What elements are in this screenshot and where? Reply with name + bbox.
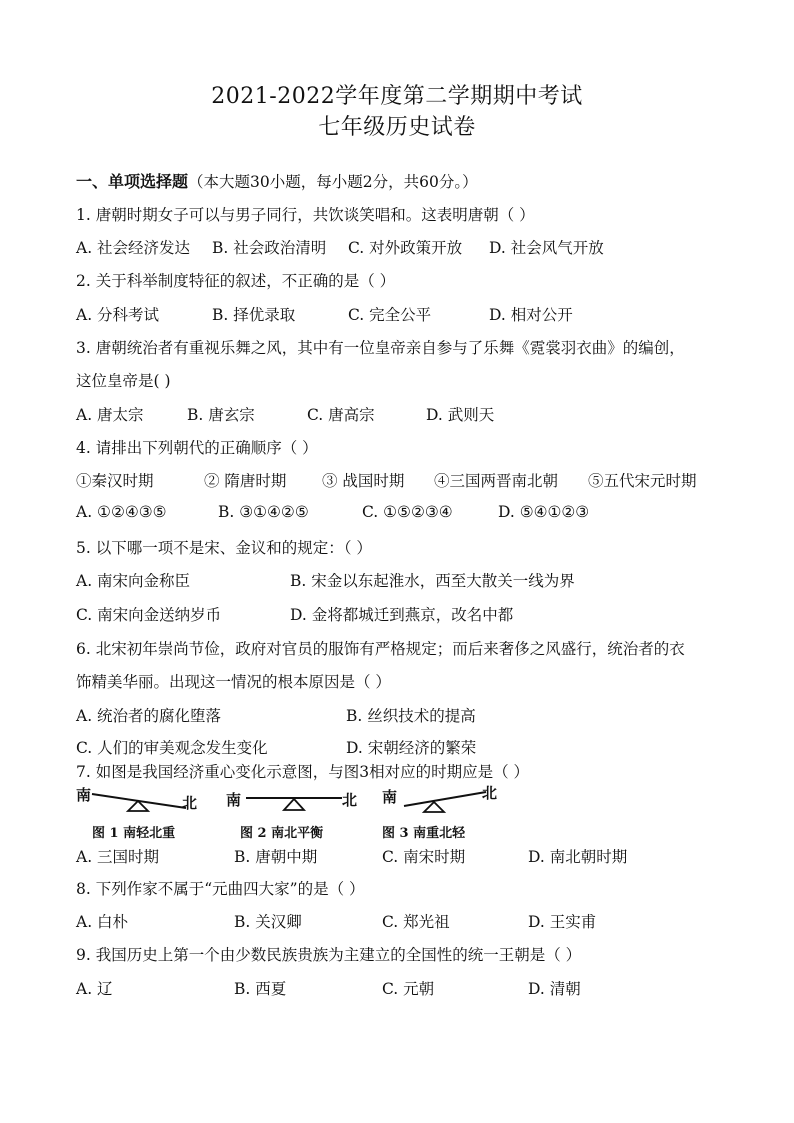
exam-title: 2021-2022学年度第二学期期中考试 <box>211 84 583 109</box>
fig3-north-label: 北 <box>482 784 498 802</box>
fig3-south-label: 南 <box>382 788 398 806</box>
fig1-south-label: 南 <box>76 786 92 804</box>
question-6-options-row2 <box>76 736 716 758</box>
question-9-stem: 9. 我国历史上第一个由少数民族贵族为主建立的全国性的统一王朝是（ ） <box>76 946 582 964</box>
option-d: D. 金将都城迁到燕京，改名中都 <box>290 606 514 624</box>
section-note: （本大题30小题，每小题2分，共60分。） <box>188 173 478 191</box>
question-1-stem: 1. 唐朝时期女子可以与男子同行，共饮谈笑唱和。这表明唐朝（ ） <box>76 206 535 224</box>
figure-3-balance <box>382 782 512 822</box>
figure-2-balance <box>224 782 364 822</box>
economic-center-diagram <box>76 782 516 842</box>
option-a: A. ①②④③⑤ <box>76 503 167 521</box>
option-d: D. 相对公开 <box>489 306 573 324</box>
question-3-options <box>76 403 716 425</box>
option-b: B. 关汉卿 <box>234 913 302 931</box>
option-c: C. 完全公平 <box>348 306 432 324</box>
option-b: B. 宋金以东起淮水，西至大散关一线为界 <box>290 572 575 590</box>
option-c: C. 南宋时期 <box>382 848 466 866</box>
option-a: A. 社会经济发达 <box>76 239 191 257</box>
question-8-stem: 8. 下列作家不属于“元曲四大家”的是（ ） <box>76 880 365 898</box>
fig2-south-label: 南 <box>226 791 242 809</box>
option-a: A. 白朴 <box>76 913 129 931</box>
option-a: A. 分科考试 <box>76 306 160 324</box>
question-2-stem: 2. 关于科举制度特征的叙述，不正确的是（ ） <box>76 272 396 290</box>
question-4-stem: 4. 请排出下列朝代的正确顺序（ ） <box>76 439 318 457</box>
question-5-options-row1 <box>76 569 716 591</box>
figure-1-caption: 图 1 南轻北重 <box>92 826 176 841</box>
option-a: A. 南宋向金称臣 <box>76 572 191 590</box>
option-c: C. 人们的审美观念发生变化 <box>76 739 268 757</box>
section-header <box>76 169 478 192</box>
option-a: A. 唐太宗 <box>76 406 144 424</box>
question-5-options-row2 <box>76 603 716 625</box>
exam-subtitle: 七年级历史试卷 <box>318 115 476 140</box>
option-b: B. 唐玄宗 <box>187 406 255 424</box>
section-heading: 一、单项选择题 <box>76 172 189 191</box>
fig2-north-label: 北 <box>342 791 358 809</box>
option-b: B. 社会政治清明 <box>212 239 327 257</box>
option-c: C. 郑光祖 <box>382 913 450 931</box>
option-a: A. 辽 <box>76 980 113 998</box>
question-3-stem-cont: 这位皇帝是( ) <box>76 372 171 390</box>
option-d: D. 社会风气开放 <box>489 239 604 257</box>
option-a: A. 三国时期 <box>76 848 160 866</box>
item-3: ③ 战国时期 <box>322 472 405 490</box>
question-6-stem: 6. 北宋初年崇尚节俭，政府对官员的服饰有严格规定；而后来奢侈之风盛行，统治者的衣 <box>76 640 685 658</box>
option-c: C. 元朝 <box>382 980 435 998</box>
option-b: B. ③①④②⑤ <box>218 503 309 521</box>
option-b: B. 丝织技术的提高 <box>346 707 476 725</box>
question-7-options <box>76 845 716 867</box>
figure-2-caption: 图 2 南北平衡 <box>240 826 324 841</box>
option-c: C. 南宋向金送纳岁币 <box>76 606 222 624</box>
item-2: ② 隋唐时期 <box>204 472 287 490</box>
option-c: C. 对外政策开放 <box>348 239 463 257</box>
figure-3-caption: 图 3 南重北轻 <box>382 826 466 841</box>
option-d: D. ⑤④①②③ <box>498 503 590 521</box>
option-b: B. 择优录取 <box>212 306 296 324</box>
question-1-options <box>76 236 716 258</box>
fig1-north-label: 北 <box>182 794 198 812</box>
item-4: ④三国两晋南北朝 <box>434 472 559 490</box>
option-a: A. 统治者的腐化堕落 <box>76 707 222 725</box>
question-6-stem-cont: 饰精美华丽。出现这一情况的根本原因是（ ） <box>76 673 391 691</box>
question-6-options-row1 <box>76 704 716 726</box>
option-c: C. ①⑤②③④ <box>362 503 453 521</box>
question-4-items <box>76 469 716 491</box>
option-c: C. 唐高宗 <box>307 406 375 424</box>
figure-1-balance <box>76 782 206 822</box>
option-d: D. 南北朝时期 <box>528 848 628 866</box>
item-5: ⑤五代宋元时期 <box>588 472 697 490</box>
option-d: D. 武则天 <box>426 406 495 424</box>
question-3-stem: 3. 唐朝统治者有重视乐舞之风，其中有一位皇帝亲自参与了乐舞《霓裳羽衣曲》的编创， <box>76 339 685 357</box>
question-5-stem: 5. 以下哪一项不是宋、金议和的规定：（ ） <box>76 539 372 557</box>
question-4-options <box>76 503 716 525</box>
option-d: D. 宋朝经济的繁荣 <box>346 739 477 757</box>
option-b: B. 唐朝中期 <box>234 848 318 866</box>
question-2-options <box>76 303 716 325</box>
option-b: B. 西夏 <box>234 980 287 998</box>
question-9-options <box>76 977 716 999</box>
option-d: D. 清朝 <box>528 980 581 998</box>
item-1: ①秦汉时期 <box>76 472 154 490</box>
question-8-options <box>76 910 716 932</box>
option-d: D. 王实甫 <box>528 913 597 931</box>
question-7-stem: 7. 如图是我国经济重心变化示意图，与图3相对应的时期应是（ ） <box>76 763 530 781</box>
